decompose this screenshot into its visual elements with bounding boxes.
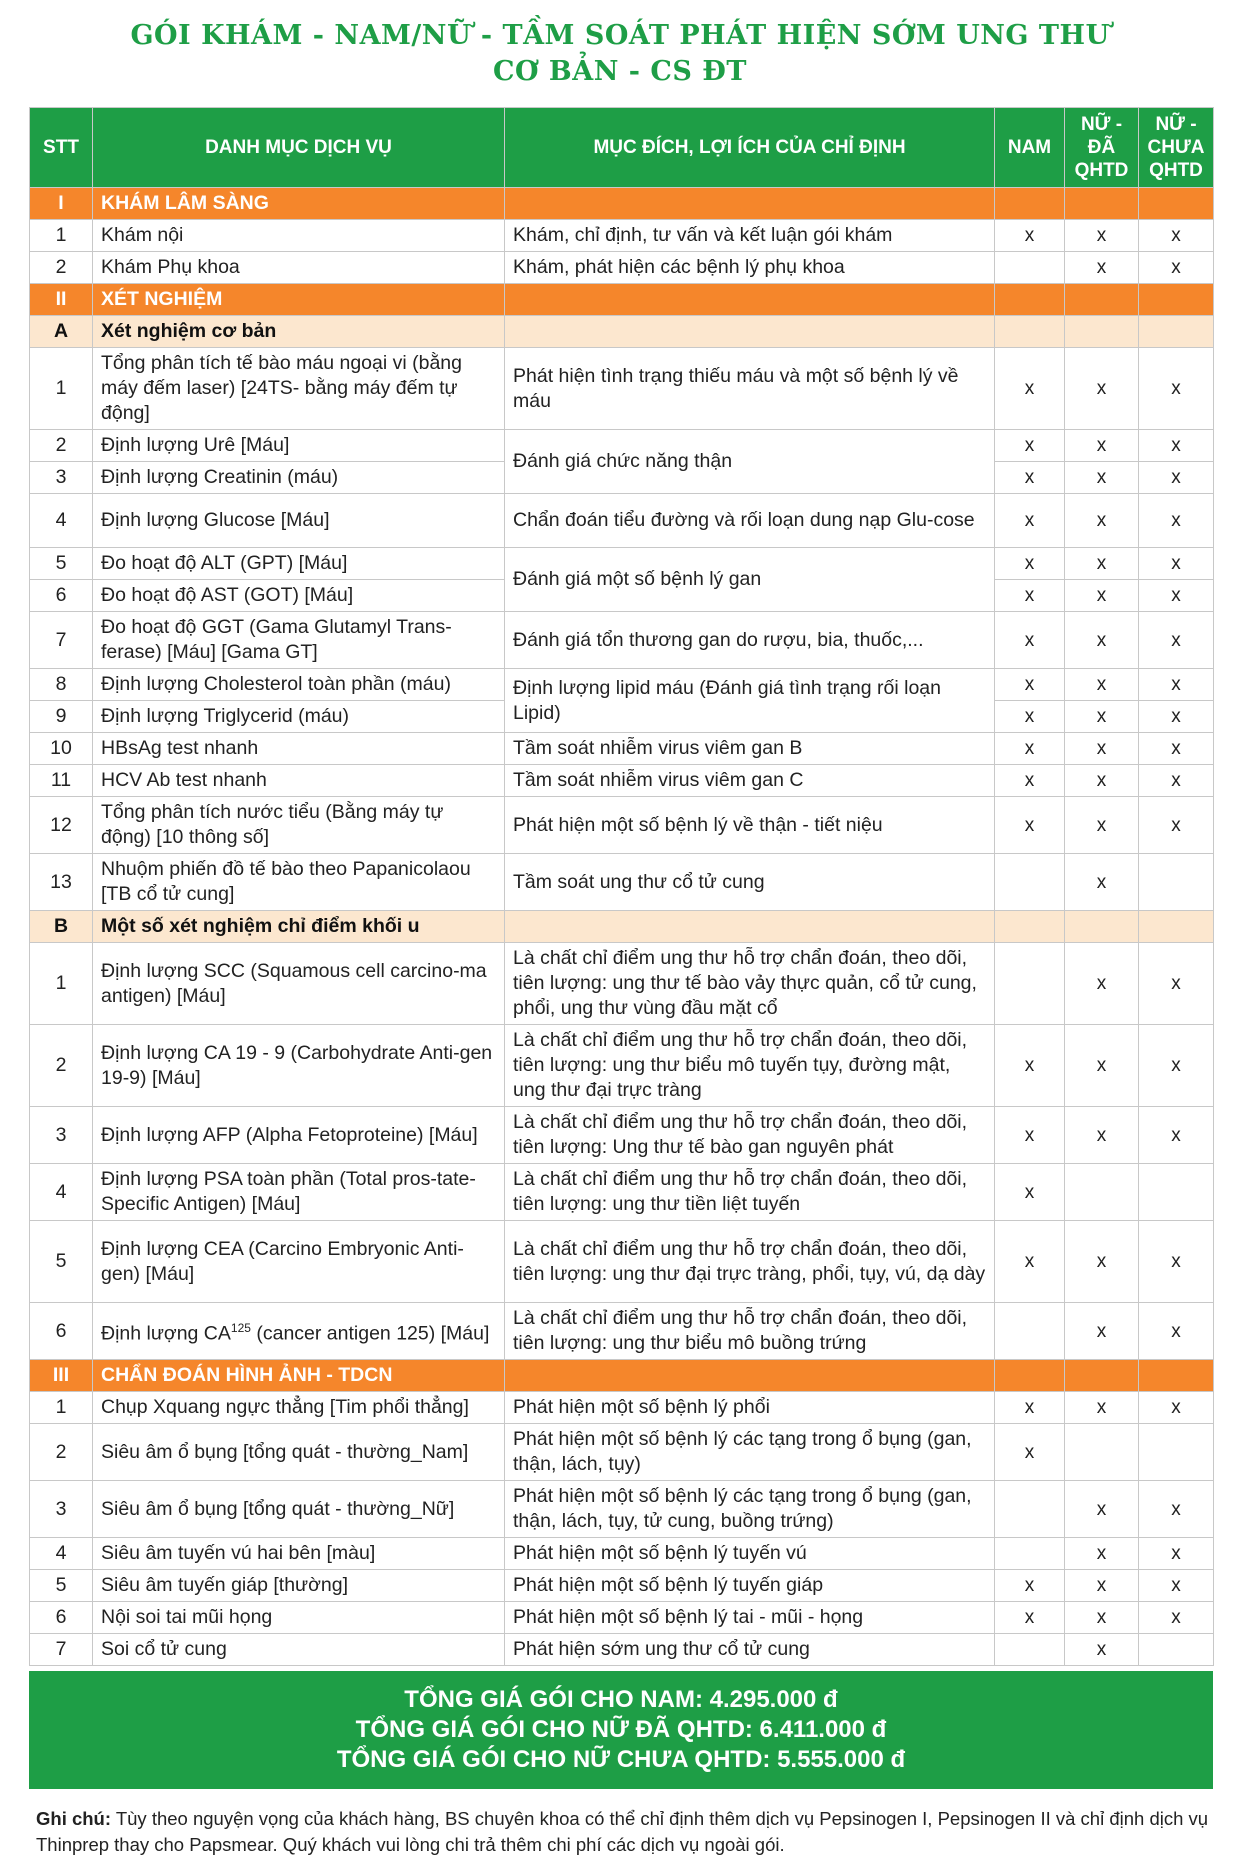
table-cell: Là chất chỉ điểm ung thư hỗ trợ chẩn đoán, theo dõi, tiên lượng: ung thư tiền liệt tuyến: [505, 1164, 995, 1221]
check-cell: x: [1065, 1481, 1139, 1538]
header-nu-da-qhtd: NỮ - ĐÃ QHTD: [1065, 108, 1139, 188]
table-cell: Là chất chỉ điểm ung thư hỗ trợ chẩn đoán, theo dõi, tiên lượng: ung thư biểu mô tuyến tụy, đường mật, ung thư đại trực tràng: [505, 1025, 995, 1107]
table-row: [30, 612, 1214, 669]
table-row: [30, 252, 1214, 284]
table-cell: Phát hiện sớm ung thư cổ tử cung: [505, 1634, 995, 1666]
check-cell: x: [1139, 348, 1214, 430]
table-cell: Tổng phân tích tế bào máu ngoại vi (bằng máy đếm laser) [24TS- bằng máy đếm tự động]: [93, 348, 505, 430]
table-cell: Định lượng Urê [Máu]: [93, 430, 505, 462]
check-cell: x: [1065, 701, 1139, 733]
table-row: [30, 943, 1214, 1025]
table-cell: 1: [30, 220, 93, 252]
table-row: [30, 733, 1214, 765]
table-cell: 12: [30, 797, 93, 854]
table-cell: 6: [30, 580, 93, 612]
table-cell: 5: [30, 1221, 93, 1303]
check-cell: x: [995, 1025, 1065, 1107]
check-cell: x: [995, 1392, 1065, 1424]
table-cell: Định lượng AFP (Alpha Fetoproteine) [Máu]: [93, 1107, 505, 1164]
table-cell: Định lượng CA 19 - 9 (Carbohydrate Anti-gen 19-9) [Máu]: [93, 1025, 505, 1107]
total-nam: TỔNG GIÁ GÓI CHO NAM: 4.295.000 đ: [404, 1686, 838, 1713]
check-cell: x: [995, 1424, 1065, 1481]
table-cell: 6: [30, 1602, 93, 1634]
table-cell: [1139, 1360, 1214, 1392]
check-cell: x: [1065, 1602, 1139, 1634]
check-cell: x: [1139, 1570, 1214, 1602]
table-cell: Khám nội: [93, 220, 505, 252]
check-cell: x: [1065, 612, 1139, 669]
table-cell: Định lượng Cholesterol toàn phần (máu): [93, 669, 505, 701]
price-summary: [29, 1671, 1213, 1789]
table-cell: 2: [30, 1025, 93, 1107]
check-cell: x: [1139, 580, 1214, 612]
table-cell: 4: [30, 1164, 93, 1221]
table-row: [30, 1570, 1214, 1602]
table-row: [30, 348, 1214, 430]
check-cell: x: [995, 494, 1065, 548]
check-cell: [1139, 1634, 1214, 1666]
table-cell: A: [30, 316, 93, 348]
check-cell: x: [1065, 462, 1139, 494]
table-row: [30, 548, 1214, 580]
check-cell: x: [1139, 765, 1214, 797]
total-nu-da-qhtd: TỔNG GIÁ GÓI CHO NỮ ĐÃ QHTD: 6.411.000 đ: [355, 1716, 887, 1743]
check-cell: [1065, 1164, 1139, 1221]
check-cell: x: [1065, 1221, 1139, 1303]
check-cell: x: [995, 1221, 1065, 1303]
table-cell: Định lượng CEA (Carcino Embryonic Anti-gen) [Máu]: [93, 1221, 505, 1303]
table-cell: 3: [30, 1481, 93, 1538]
table-cell: Là chất chỉ điểm ung thư hỗ trợ chẩn đoán, theo dõi, tiên lượng: ung thư tế bào vảy thực quản, cổ tử cung, phổi, ung thư vùng đầu mặt cổ: [505, 943, 995, 1025]
table-cell: Soi cổ tử cung: [93, 1634, 505, 1666]
section-row: [30, 284, 1214, 316]
table-cell: [995, 188, 1065, 220]
check-cell: [995, 1634, 1065, 1666]
table-cell: Nhuộm phiến đồ tế bào theo Papanicolaou [TB cổ tử cung]: [93, 854, 505, 911]
table-cell: Tầm soát ung thư cổ tử cung: [505, 854, 995, 911]
check-cell: x: [995, 1164, 1065, 1221]
table-cell: Đo hoạt độ ALT (GPT) [Máu]: [93, 548, 505, 580]
check-cell: x: [1139, 1538, 1214, 1570]
table-row: [30, 1164, 1214, 1221]
check-cell: x: [1139, 1481, 1214, 1538]
table-header: [30, 108, 1214, 188]
table-cell: Đánh giá chức năng thận: [505, 430, 995, 494]
check-cell: x: [1139, 1025, 1214, 1107]
table-cell: [995, 911, 1065, 943]
table-cell: Định lượng PSA toàn phần (Total pros-tate-Specific Antigen) [Máu]: [93, 1164, 505, 1221]
table-cell: [995, 316, 1065, 348]
table-cell: 5: [30, 1570, 93, 1602]
table-cell: 4: [30, 494, 93, 548]
check-cell: x: [1139, 701, 1214, 733]
check-cell: x: [995, 462, 1065, 494]
table-cell: [1139, 188, 1214, 220]
check-cell: x: [995, 430, 1065, 462]
title-line-2: CƠ BẢN - CS ĐT: [493, 56, 747, 87]
table-cell: Định lượng SCC (Squamous cell carcino-ma antigen) [Máu]: [93, 943, 505, 1025]
table-row: [30, 765, 1214, 797]
check-cell: [995, 943, 1065, 1025]
table-cell: B: [30, 911, 93, 943]
table-row: [30, 1303, 1214, 1360]
table-cell: Siêu âm tuyến vú hai bên [màu]: [93, 1538, 505, 1570]
check-cell: x: [995, 348, 1065, 430]
check-cell: x: [1139, 733, 1214, 765]
check-cell: x: [1065, 494, 1139, 548]
check-cell: x: [1065, 1107, 1139, 1164]
table-row: [30, 669, 1214, 701]
section-row: [30, 188, 1214, 220]
table-cell: Tổng phân tích nước tiểu (Bằng máy tự động) [10 thông số]: [93, 797, 505, 854]
check-cell: [995, 854, 1065, 911]
table-cell: 9: [30, 701, 93, 733]
table-cell: [1065, 316, 1139, 348]
table-cell: XÉT NGHIỆM: [93, 284, 505, 316]
check-cell: x: [1139, 612, 1214, 669]
table-cell: Phát hiện một số bệnh lý về thận - tiết niệu: [505, 797, 995, 854]
check-cell: x: [995, 797, 1065, 854]
table-cell: HBsAg test nhanh: [93, 733, 505, 765]
check-cell: x: [1065, 854, 1139, 911]
check-cell: x: [995, 580, 1065, 612]
check-cell: x: [1139, 1392, 1214, 1424]
table-cell: [1065, 911, 1139, 943]
check-cell: [1139, 1424, 1214, 1481]
check-cell: [995, 1303, 1065, 1360]
check-cell: x: [995, 701, 1065, 733]
table-cell: [995, 1360, 1065, 1392]
subsection-row: [30, 316, 1214, 348]
table-row: [30, 430, 1214, 462]
table-cell: [1065, 284, 1139, 316]
table-cell: KHÁM LÂM SÀNG: [93, 188, 505, 220]
table-row: [30, 854, 1214, 911]
check-cell: x: [1139, 669, 1214, 701]
header-stt: STT: [30, 108, 93, 188]
table-row: [30, 1221, 1214, 1303]
table-cell: Nội soi tai mũi họng: [93, 1602, 505, 1634]
check-cell: [1065, 1424, 1139, 1481]
check-cell: x: [995, 733, 1065, 765]
table-cell: [1139, 911, 1214, 943]
table-cell: Siêu âm ổ bụng [tổng quát - thường_Nam]: [93, 1424, 505, 1481]
table-row: [30, 1481, 1214, 1538]
check-cell: [995, 252, 1065, 284]
table-cell: Khám, phát hiện các bệnh lý phụ khoa: [505, 252, 995, 284]
check-cell: x: [1065, 733, 1139, 765]
table-row: [30, 494, 1214, 548]
table-cell: [1139, 316, 1214, 348]
table-cell: [505, 316, 995, 348]
check-cell: x: [1139, 430, 1214, 462]
table-cell: 3: [30, 462, 93, 494]
table-cell: Chụp Xquang ngực thẳng [Tim phổi thẳng]: [93, 1392, 505, 1424]
table-cell: II: [30, 284, 93, 316]
table-cell: [995, 284, 1065, 316]
check-cell: x: [1139, 943, 1214, 1025]
table-cell: Chẩn đoán tiểu đường và rối loạn dung nạp Glu-cose: [505, 494, 995, 548]
check-cell: x: [1065, 1538, 1139, 1570]
header-nu-chua-qhtd: NỮ - CHƯA QHTD: [1139, 108, 1214, 188]
note-label: Ghi chú:: [36, 1808, 112, 1829]
ca125-service: Định lượng CA$^{125}$ (cancer antigen 125) [Máu]: [93, 1303, 505, 1360]
table-cell: Khám, chỉ định, tư vấn và kết luận gói khám: [505, 220, 995, 252]
check-cell: [1139, 854, 1214, 911]
check-cell: x: [1139, 797, 1214, 854]
check-cell: x: [1065, 669, 1139, 701]
table-row: [30, 1538, 1214, 1570]
table-cell: Một số xét nghiệm chỉ điểm khối u: [93, 911, 505, 943]
check-cell: x: [1139, 1221, 1214, 1303]
header-nam: NAM: [995, 108, 1065, 188]
check-cell: x: [1065, 548, 1139, 580]
check-cell: x: [1065, 1392, 1139, 1424]
check-cell: x: [1065, 430, 1139, 462]
check-cell: x: [995, 1107, 1065, 1164]
title-line-1: GÓI KHÁM - NAM/NỮ - TẦM SOÁT PHÁT HIỆN SỚM UNG THƯ: [130, 20, 1110, 51]
table-cell: [1065, 1360, 1139, 1392]
table-cell: 5: [30, 548, 93, 580]
table-row: [30, 1107, 1214, 1164]
table-cell: Đánh giá tổn thương gan do rượu, bia, thuốc,...: [505, 612, 995, 669]
table-row: [30, 220, 1214, 252]
table-cell: Phát hiện một số bệnh lý tuyến vú: [505, 1538, 995, 1570]
check-cell: x: [1139, 1602, 1214, 1634]
table-cell: [1065, 188, 1139, 220]
table-cell: 7: [30, 612, 93, 669]
check-cell: x: [1139, 462, 1214, 494]
check-cell: x: [995, 548, 1065, 580]
check-cell: [1139, 1164, 1214, 1221]
header-service: DANH MỤC DỊCH VỤ: [93, 108, 505, 188]
table-cell: Là chất chỉ điểm ung thư hỗ trợ chẩn đoán, theo dõi, tiên lượng: ung thư biểu mô buồng trứng: [505, 1303, 995, 1360]
table-cell: [1139, 284, 1214, 316]
table-cell: Siêu âm ổ bụng [tổng quát - thường_Nữ]: [93, 1481, 505, 1538]
table-cell: Định lượng Glucose [Máu]: [93, 494, 505, 548]
table-cell: Xét nghiệm cơ bản: [93, 316, 505, 348]
page-title: [0, 18, 1240, 90]
table-cell: 1: [30, 1392, 93, 1424]
check-cell: x: [1139, 548, 1214, 580]
check-cell: x: [995, 220, 1065, 252]
table-cell: 7: [30, 1634, 93, 1666]
table-row: [30, 1424, 1214, 1481]
table-row: [30, 797, 1214, 854]
section-row: [30, 1360, 1214, 1392]
table-cell: Tầm soát nhiễm virus viêm gan C: [505, 765, 995, 797]
check-cell: [995, 1538, 1065, 1570]
table-cell: Là chất chỉ điểm ung thư hỗ trợ chẩn đoán, theo dõi, tiên lượng: ung thư đại trực tràng, phổi, tụy, vú, dạ dày: [505, 1221, 995, 1303]
check-cell: x: [1139, 494, 1214, 548]
table-cell: 1: [30, 943, 93, 1025]
check-cell: x: [1139, 1303, 1214, 1360]
table-cell: Phát hiện một số bệnh lý tuyến giáp: [505, 1570, 995, 1602]
table-cell: Đánh giá một số bệnh lý gan: [505, 548, 995, 612]
table-cell: 6: [30, 1303, 93, 1360]
check-cell: x: [995, 1570, 1065, 1602]
table-cell: Tầm soát nhiễm virus viêm gan B: [505, 733, 995, 765]
table-cell: Là chất chỉ điểm ung thư hỗ trợ chẩn đoán, theo dõi, tiên lượng: Ung thư tế bào gan nguyên phát: [505, 1107, 995, 1164]
table-cell: III: [30, 1360, 93, 1392]
check-cell: x: [1065, 252, 1139, 284]
check-cell: x: [1139, 1107, 1214, 1164]
check-cell: x: [995, 765, 1065, 797]
check-cell: x: [995, 1602, 1065, 1634]
check-cell: x: [1065, 1570, 1139, 1602]
note-text: Tùy theo nguyện vọng của khách hàng, BS chuyên khoa có thể chỉ định thêm dịch vụ Pepsinogen I, Pepsinogen II và chỉ định dịch vụ Thinprep thay cho Papsmear. Quý khách vui lòng chi trả thêm chi phí các dịch vụ ngoài gói.: [36, 1808, 1209, 1855]
check-cell: x: [1065, 348, 1139, 430]
total-nu-chua-qhtd: TỔNG GIÁ GÓI CHO NỮ CHƯA QHTD: 5.555.000 đ: [336, 1746, 906, 1773]
table-cell: [505, 284, 995, 316]
table-cell: 1: [30, 348, 93, 430]
table-cell: Phát hiện một số bệnh lý các tạng trong ổ bụng (gan, thận, lách, tụy): [505, 1424, 995, 1481]
table-cell: Định lượng Creatinin (máu): [93, 462, 505, 494]
table-cell: Đo hoạt độ AST (GOT) [Máu]: [93, 580, 505, 612]
table-cell: HCV Ab test nhanh: [93, 765, 505, 797]
check-cell: x: [1139, 220, 1214, 252]
table-cell: 4: [30, 1538, 93, 1570]
check-cell: x: [1065, 943, 1139, 1025]
table-cell: 3: [30, 1107, 93, 1164]
table-cell: Siêu âm tuyến giáp [thường]: [93, 1570, 505, 1602]
table-cell: [505, 1360, 995, 1392]
check-cell: x: [1065, 220, 1139, 252]
check-cell: x: [1065, 797, 1139, 854]
table-row: [30, 1602, 1214, 1634]
table-cell: 2: [30, 252, 93, 284]
table-cell: 8: [30, 669, 93, 701]
check-cell: x: [1065, 1025, 1139, 1107]
table-cell: Định lượng lipid máu (Đánh giá tình trạng rối loạn Lipid): [505, 669, 995, 733]
table-row: [30, 1634, 1214, 1666]
check-cell: x: [1065, 1634, 1139, 1666]
check-cell: x: [1139, 252, 1214, 284]
table-cell: Khám Phụ khoa: [93, 252, 505, 284]
subsection-row: [30, 911, 1214, 943]
check-cell: x: [1065, 1303, 1139, 1360]
table-cell: Đo hoạt độ GGT (Gama Glutamyl Trans-ferase) [Máu] [Gama GT]: [93, 612, 505, 669]
table-cell: 13: [30, 854, 93, 911]
check-cell: x: [1065, 580, 1139, 612]
header-purpose: MỤC ĐÍCH, LỢI ÍCH CỦA CHỈ ĐỊNH: [505, 108, 995, 188]
footnote: [36, 1806, 1226, 1858]
table-cell: [505, 911, 995, 943]
table-cell: I: [30, 188, 93, 220]
table-cell: 10: [30, 733, 93, 765]
table-cell: Định lượng Triglycerid (máu): [93, 701, 505, 733]
check-cell: x: [995, 669, 1065, 701]
table-row: [30, 1392, 1214, 1424]
table-row: [30, 1025, 1214, 1107]
check-cell: x: [995, 612, 1065, 669]
table-cell: 2: [30, 1424, 93, 1481]
table-cell: [505, 188, 995, 220]
table-cell: Phát hiện một số bệnh lý phổi: [505, 1392, 995, 1424]
table-cell: Phát hiện một số bệnh lý tai - mũi - họng: [505, 1602, 995, 1634]
service-table: [29, 107, 1214, 1666]
table-cell: 11: [30, 765, 93, 797]
check-cell: [995, 1481, 1065, 1538]
table-cell: CHẨN ĐOÁN HÌNH ẢNH - TDCN: [93, 1360, 505, 1392]
check-cell: x: [1065, 765, 1139, 797]
table-cell: 2: [30, 430, 93, 462]
table-cell: Phát hiện tình trạng thiếu máu và một số bệnh lý về máu: [505, 348, 995, 430]
table-cell: Phát hiện một số bệnh lý các tạng trong ổ bụng (gan, thận, lách, tụy, tử cung, buồng trứng): [505, 1481, 995, 1538]
